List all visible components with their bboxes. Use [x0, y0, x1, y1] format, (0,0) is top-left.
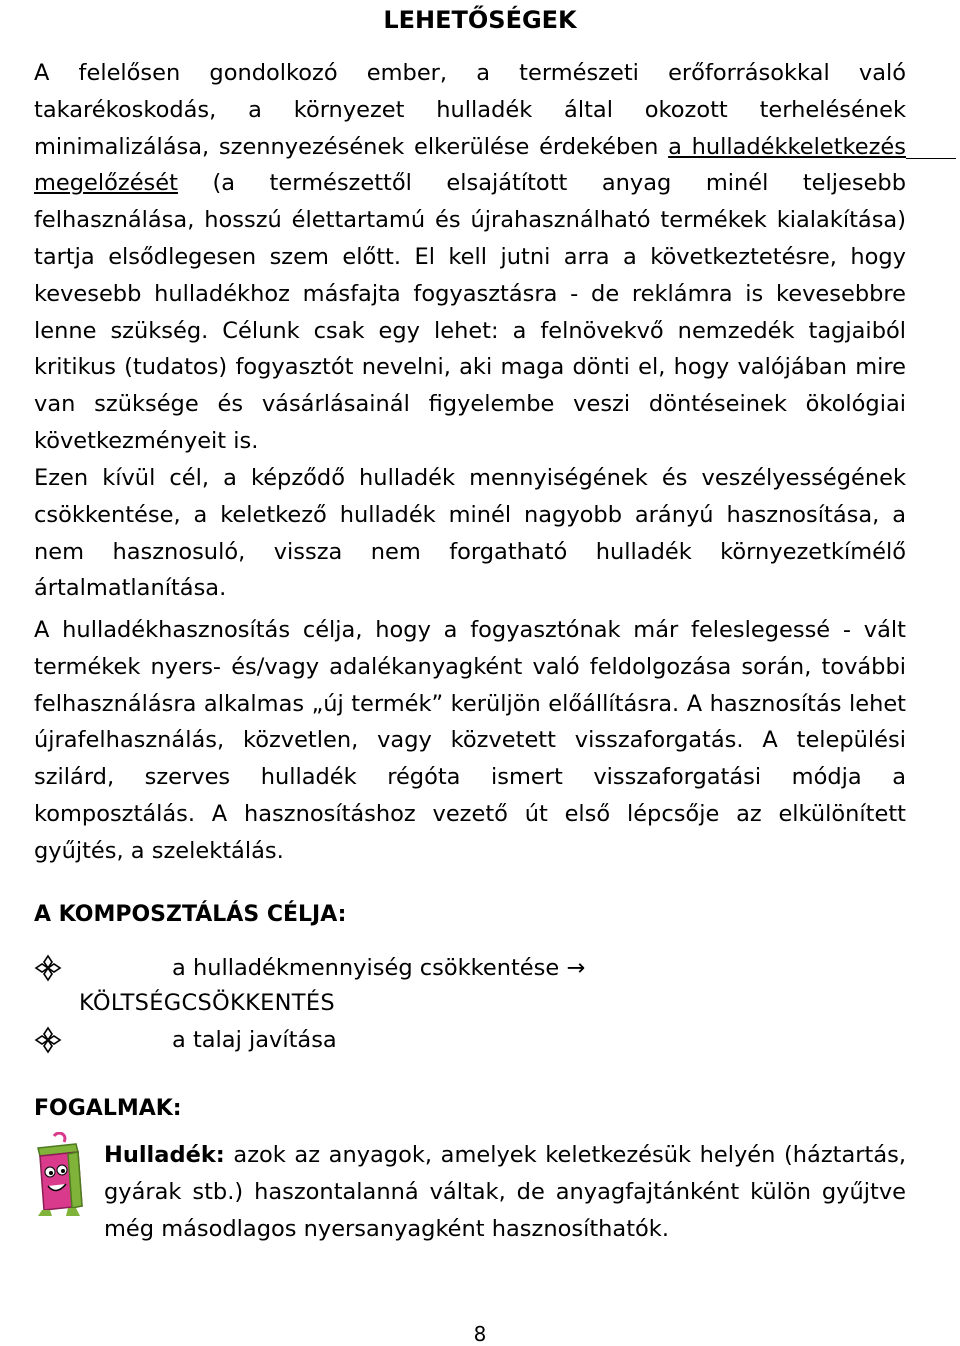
list-item-continuation: KÖLTSÉGCSÖKKENTÉS — [79, 990, 335, 1016]
concepts-heading: FOGALMAK: — [34, 1096, 182, 1121]
definition-paragraph — [104, 1137, 906, 1247]
page-number: 8 — [473, 1322, 487, 1346]
definition-text: azok az anyagok, amelyek keletkezésük helyén (háztartás, gyárak stb.) haszontalanná váltak, de anyagfajtánként külön gyűjtve még másodlagos nyersanyagként hasznosíthatók. — [104, 1142, 906, 1242]
waste-bin-character-icon — [28, 1132, 86, 1216]
list-item-text: a talaj javítása — [172, 1027, 337, 1053]
paragraph-intro-underlined: a hulladékkeletkezés megelőzését — [34, 133, 906, 197]
list-item-text: a hulladékmennyiség csökkentése → — [172, 955, 586, 981]
paragraph-intro-text-b: (a természettől elsajátított anyag minél teljesebb felhasználása, hosszú élettartamú és újrahasználható termékek kialakítása) tartja elsődlegesen szem előtt. El kell jutni arra a következtetésre, hogy kevesebb hulladékhoz másfajta fogyasztásra - de reklámra is kevesebbre lenne szükség. Célunk csak egy lehet: a felnövekvő nemzedék tagjaiból kritikus (tudatos) fogyasztót nevelni, aki maga dönti el, hogy valójában mire van szüksége és vásárlásainál figyelembe veszi döntéseinek ökológiai következményeit is. — [34, 170, 906, 454]
underline-fragment — [906, 158, 956, 159]
page-title: LEHETŐSÉGEK — [383, 6, 577, 34]
diamond-bullet-icon — [34, 954, 62, 982]
definition-term: Hulladék: — [104, 1142, 225, 1168]
paragraph-intro-text-a: A felelősen gondolkozó ember, a természeti erőforrásokkal való takarékoskodás, a környezet hulladék által okozott terhelésének minimalizálása, szennyezésének elkerülése érdekében — [34, 60, 906, 160]
paragraph-recycling: A hulladékhasznosítás célja, hogy a fogyasztónak már feleslegessé - vált termékek nyers- és/vagy adalékanyagként való feldolgozása során, további felhasználásra alkalmas „új termék” kerüljön előállításra. A hasznosítás lehet újrafelhasználás, közvetlen, vagy közvetett visszaforgatás. A települési szilárd, szerves hulladék régóta ismert visszaforgatási módja a komposztálás. A hasznosításhoz vezető út első lépcsője az elkülönített gyűjtés, a szelektálás. — [34, 617, 906, 864]
paragraph-goals: Ezen kívül cél, a képződő hulladék mennyiségének és veszélyességének csökkentése, a keletkező hulladék minél nagyobb arányú hasznosítása, a nem hasznosuló, vissza nem forgatható hulladék környezetkímélő ártalmatlanítása. — [34, 465, 906, 602]
diamond-bullet-icon — [34, 1026, 62, 1054]
composting-heading: A KOMPOSZTÁLÁS CÉLJA: — [34, 902, 347, 927]
paragraph-intro — [34, 55, 906, 460]
